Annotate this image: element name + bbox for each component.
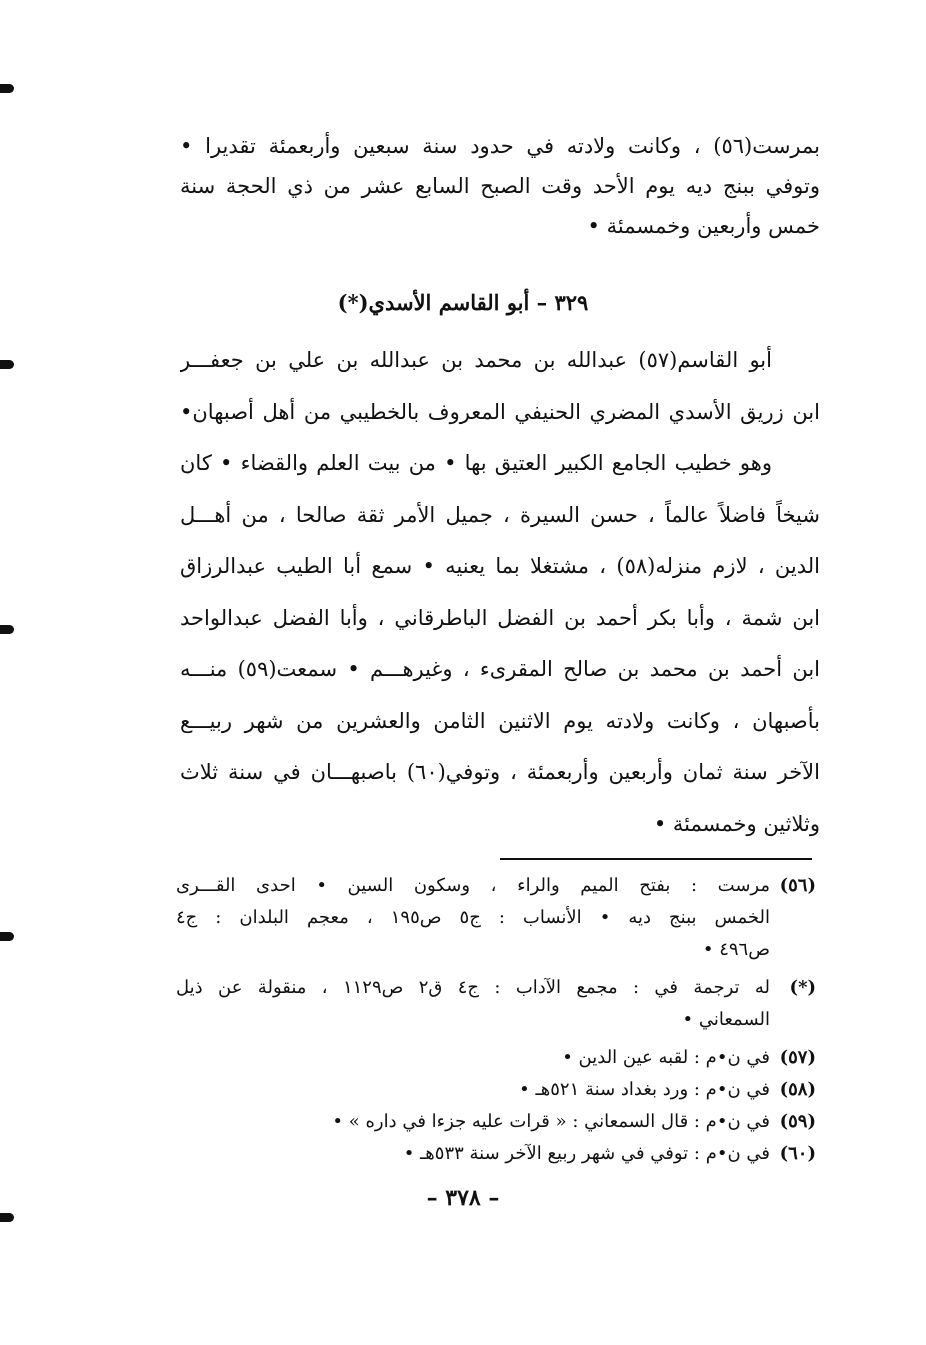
binding-mark <box>0 932 14 941</box>
paragraph-line: بأصبهان ، وكانت ولادته يوم الاثنين الثامن والعشرين من شهر ربيـــع <box>180 708 820 733</box>
footnote-number: (٥٩) <box>779 1111 816 1132</box>
footnote-text <box>176 972 770 1036</box>
entry-heading: ٣٢٩ – أبو القاسم الأسدي(*) <box>337 290 589 315</box>
biography-paragraph <box>180 335 820 850</box>
footnotes <box>176 870 816 1170</box>
footnote-text <box>176 1138 770 1170</box>
paragraph-line: بمرست(٥٦) ، وكانت ولادته في حدود سنة سبعين وأربعمئة تقديرا • <box>180 134 820 158</box>
binding-mark <box>0 1213 14 1222</box>
footnote-line: في ن•م : توفي في شهر ربيع الآخر سنة ٥٣٣هـ • <box>403 1143 770 1164</box>
footnote-line: في ن•م : لقبه عين الدين • <box>562 1047 770 1068</box>
page-number: – ٣٧٨ – <box>426 1185 500 1211</box>
footnote-text <box>176 1042 770 1074</box>
paragraph-line: شيخاً فاضلاً عالماً ، حسن السيرة ، جميل الأمر ثقة صالحا ، من أهـــل <box>180 502 820 527</box>
paragraph-line: الدين ، لازم منزله(٥٨) ، مشتغلا بما يعنيه • سمع أبا الطيب عبدالرزاق <box>180 554 820 578</box>
footnote <box>176 870 816 966</box>
footnote-separator <box>500 858 812 860</box>
footnote-line: له ترجمة في : مجمع الآداب : ج٤ ق٢ ص١١٢٩ ، منقولة عن ذيل <box>176 977 770 998</box>
footnote-number: (٥٧) <box>779 1047 816 1068</box>
footnote <box>176 972 816 1036</box>
footnote <box>176 1106 816 1138</box>
paragraph-line: ابن أحمد بن محمد بن صالح المقرىء ، وغيرهـــم • سمعت(٥٩) منـــه <box>180 657 820 681</box>
footnote-line: مرست : بفتح الميم والراء ، وسكون السين • احدى القـــرى <box>176 875 770 896</box>
binding-mark <box>0 360 14 369</box>
paragraph-line: خمس وأربعين وخمسمئة • <box>587 214 820 238</box>
paragraph-line: وثلاثين وخمسمئة • <box>653 811 820 836</box>
binding-mark <box>0 84 14 93</box>
continued-paragraph <box>180 126 820 246</box>
footnote-line: في ن•م : ورد بغداد سنة ٥٢١هـ • <box>519 1079 770 1100</box>
footnote-number: (٦٠) <box>779 1143 816 1164</box>
footnote-text <box>176 1106 770 1138</box>
footnote-number: (*) <box>789 977 816 998</box>
paragraph-line: ابن شمة ، وأبا بكر أحمد بن الفضل الباطرقاني ، وأبا الفضل عبدالواحد <box>180 605 820 630</box>
footnote-line: السمعاني • <box>682 1009 770 1030</box>
footnote-line: في ن•م : قال السمعاني : « قرات عليه جزءا في داره » • <box>332 1111 770 1132</box>
footnote-line: الخمس ببنج ديه • الأنساب : ج٥ ص١٩٥ ، معجم البلدان : ج٤ <box>176 907 770 928</box>
footnote-number: (٥٦) <box>779 875 816 896</box>
paragraph-line: وهو خطيب الجامع الكبير العتيق بها • من بيت العلم والقضاء • كان <box>180 451 772 475</box>
footnote-text <box>176 870 770 966</box>
binding-mark <box>0 625 14 634</box>
footnote-text <box>176 1074 770 1106</box>
footnote <box>176 1042 816 1074</box>
paragraph-line: أبو القاسم(٥٧) عبدالله بن محمد بن عبدالله بن علي بن جعفـــر <box>180 348 772 372</box>
footnote-line: ص٤٩٦ • <box>702 939 770 960</box>
footnote <box>176 1138 816 1170</box>
footnote-number: (٥٨) <box>779 1079 816 1100</box>
paragraph-line: ابن زريق الأسدي المضري الحنيفي المعروف بالخطيبي من أهل أصبهان• <box>180 399 820 424</box>
paragraph-line: وتوفي ببنج ديه يوم الأحد وقت الصبح السابع عشر من ذي الحجة سنة <box>180 174 820 198</box>
footnote <box>176 1074 816 1106</box>
paragraph-line: الآخر سنة ثمان وأربعين وأربعمئة ، وتوفي(٦٠) باصبهـــان في سنة ثلاث <box>180 760 820 784</box>
